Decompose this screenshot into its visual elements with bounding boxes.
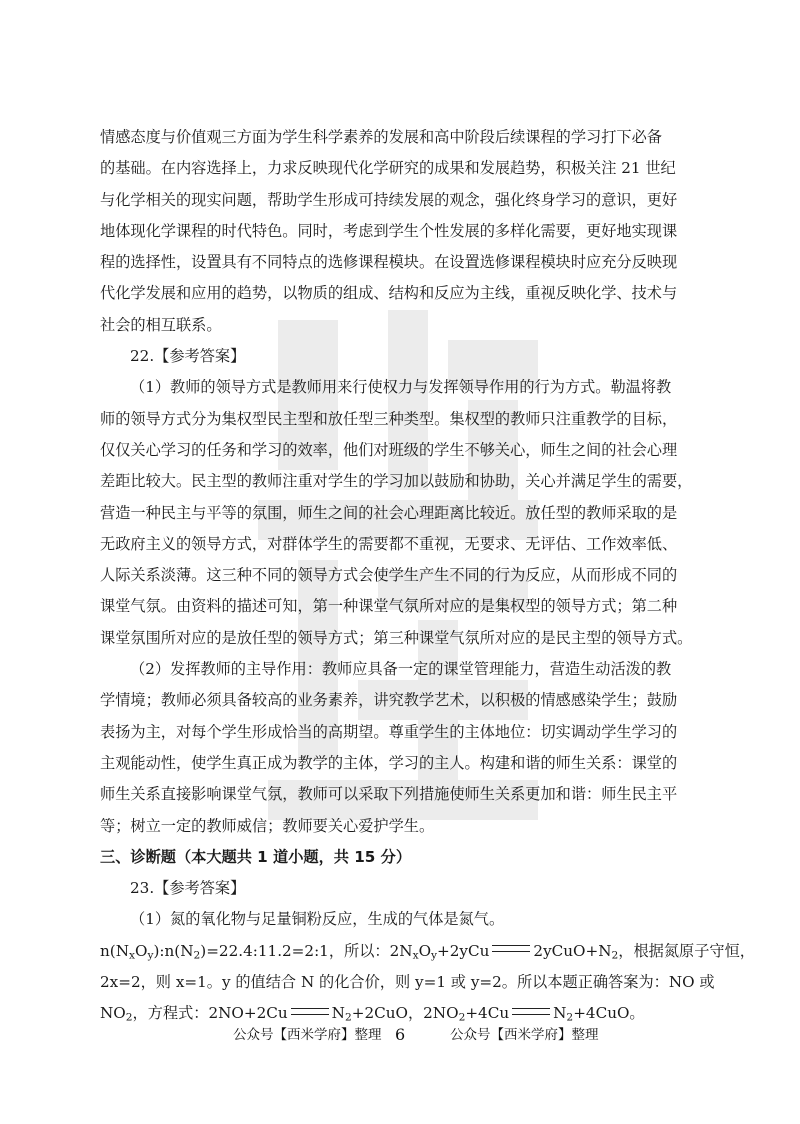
section3-heading: 三、诊断题（本大题共 1 道小题，共 15 分） bbox=[100, 847, 412, 866]
text-line: 代化学发展和应用的趋势，以物质的组成、结构和反应为主线，重视反映化学、技术与 bbox=[100, 284, 678, 303]
text-line: 差距比较大。民主型的教师注重对学生的学习加以鼓励和协助，关心并满足学生的需要， bbox=[100, 472, 693, 491]
text-line: 无政府主义的领导方式，对群体学生的需要都不重视，无要求、无评估、工作效率低、 bbox=[100, 534, 678, 553]
text-line: 的基础。在内容选择上，力求反映现代化学研究的成果和发展趋势，积极关注 21 世纪 bbox=[100, 159, 676, 178]
text-line: 学情境；教师必须具备较高的业务素养，讲究教学艺术，以积极的情感感染学生；鼓励 bbox=[100, 691, 678, 710]
text-line: 营造一种民主与平等的氛围，师生之间的社会心理距离比较近。放任型的教师采取的是 bbox=[100, 503, 678, 522]
text-line: 社会的相互联系。 bbox=[100, 315, 222, 334]
text-line: 课堂气氛。由资料的描述可知，第一种课堂气氛所对应的是集权型的领导方式；第二种 bbox=[100, 597, 678, 616]
equals-sign-icon bbox=[291, 1008, 329, 1015]
q23-calc-line3: $NO_2$，方程式：2NO+2Cu $N_2+2CuO$，$2NO_2+4Cu$ $N_2+4CuO$。 bbox=[100, 1004, 645, 1024]
text-line: （1）教师的领导方式是教师用来行使权力与发挥领导作用的行为方式。勒温将教 bbox=[130, 378, 672, 397]
footer-left-text: 公众号【西米学府】整理 bbox=[233, 1027, 382, 1043]
q23-heading: 23.【参考答案】 bbox=[130, 879, 246, 898]
text-line: 表扬为主，对每个学生形成恰当的高期望。尊重学生的主体地位：切实调动学生学习的 bbox=[100, 722, 678, 741]
text-line: （2）发挥教师的主导作用：教师应具备一定的课堂管理能力，营造生动活泼的教 bbox=[130, 660, 672, 679]
q23-part1: （1）氮的氧化物与足量铜粉反应，生成的气体是氮气。 bbox=[130, 910, 505, 929]
q23-calc-line2: 2x=2，则 x=1。y 的值结合 N 的化合价，则 y=1 或 y=2。所以本题正确答案为：NO 或 bbox=[100, 973, 715, 992]
text-line: 程的选择性，设置具有不同特点的选修课程模块。在设置选修课程模块时应充分反映现 bbox=[100, 253, 678, 272]
document-body bbox=[100, 122, 755, 1030]
text-line: 地体现化学课程的时代特色。同时，考虑到学生个性发展的多样化需要，更好地实现课 bbox=[100, 221, 678, 240]
equals-sign-icon bbox=[492, 945, 530, 952]
text-line: 师生关系直接影响课堂气氛，教师可以采取下列措施使师生关系更加和谐：师生民主平 bbox=[100, 785, 678, 804]
q22-part2-paragraph bbox=[100, 654, 705, 842]
text-line: 主观能动性，使学生真正成为教学的主体，学习的主人。构建和谐的师生关系：课堂的 bbox=[100, 753, 678, 772]
text-line: 师的领导方式分为集权型民主型和放任型三种类型。集权型的教师只注重教学的目标， bbox=[100, 409, 678, 428]
text-line: 与化学相关的现实问题，帮助学生形成可持续发展的观念，强化终身学习的意识，更好 bbox=[100, 190, 678, 209]
text-line: 课堂氛围所对应的是放任型的领导方式；第三种课堂气氛所对应的是民主型的领导方式。 bbox=[100, 628, 693, 647]
intro-paragraph bbox=[100, 122, 705, 341]
q22-part1-paragraph bbox=[100, 372, 705, 654]
text-line: 情感态度与价值观三方面为学生科学素养的发展和高中阶段后续课程的学习打下必备 bbox=[100, 128, 662, 146]
q22-heading: 22.【参考答案】 bbox=[130, 347, 246, 366]
q23-calc-line1: $n(N_xO_y):n(N_2)=22.4:11.2=2:1$，所以：$2N_xO_y+2yCu$ $2yCuO+N_2$，根据氮原子守恒， bbox=[100, 941, 755, 962]
equals-sign-icon bbox=[512, 1008, 550, 1015]
text-line: 人际关系淡薄。这三种不同的领导方式会使学生产生不同的行为反应，从而形成不同的 bbox=[100, 566, 678, 585]
footer-right-text: 公众号【西米学府】整理 bbox=[450, 1027, 599, 1043]
text-line: 仅仅关心学习的任务和学习的效率，他们对班级的学生不够关心，师生之间的社会心理 bbox=[100, 440, 678, 459]
page-number: 6 bbox=[395, 1025, 406, 1044]
page-footer bbox=[0, 1020, 800, 1050]
text-line: 等；树立一定的教师威信；教师要关心爱护学生。 bbox=[100, 816, 435, 835]
